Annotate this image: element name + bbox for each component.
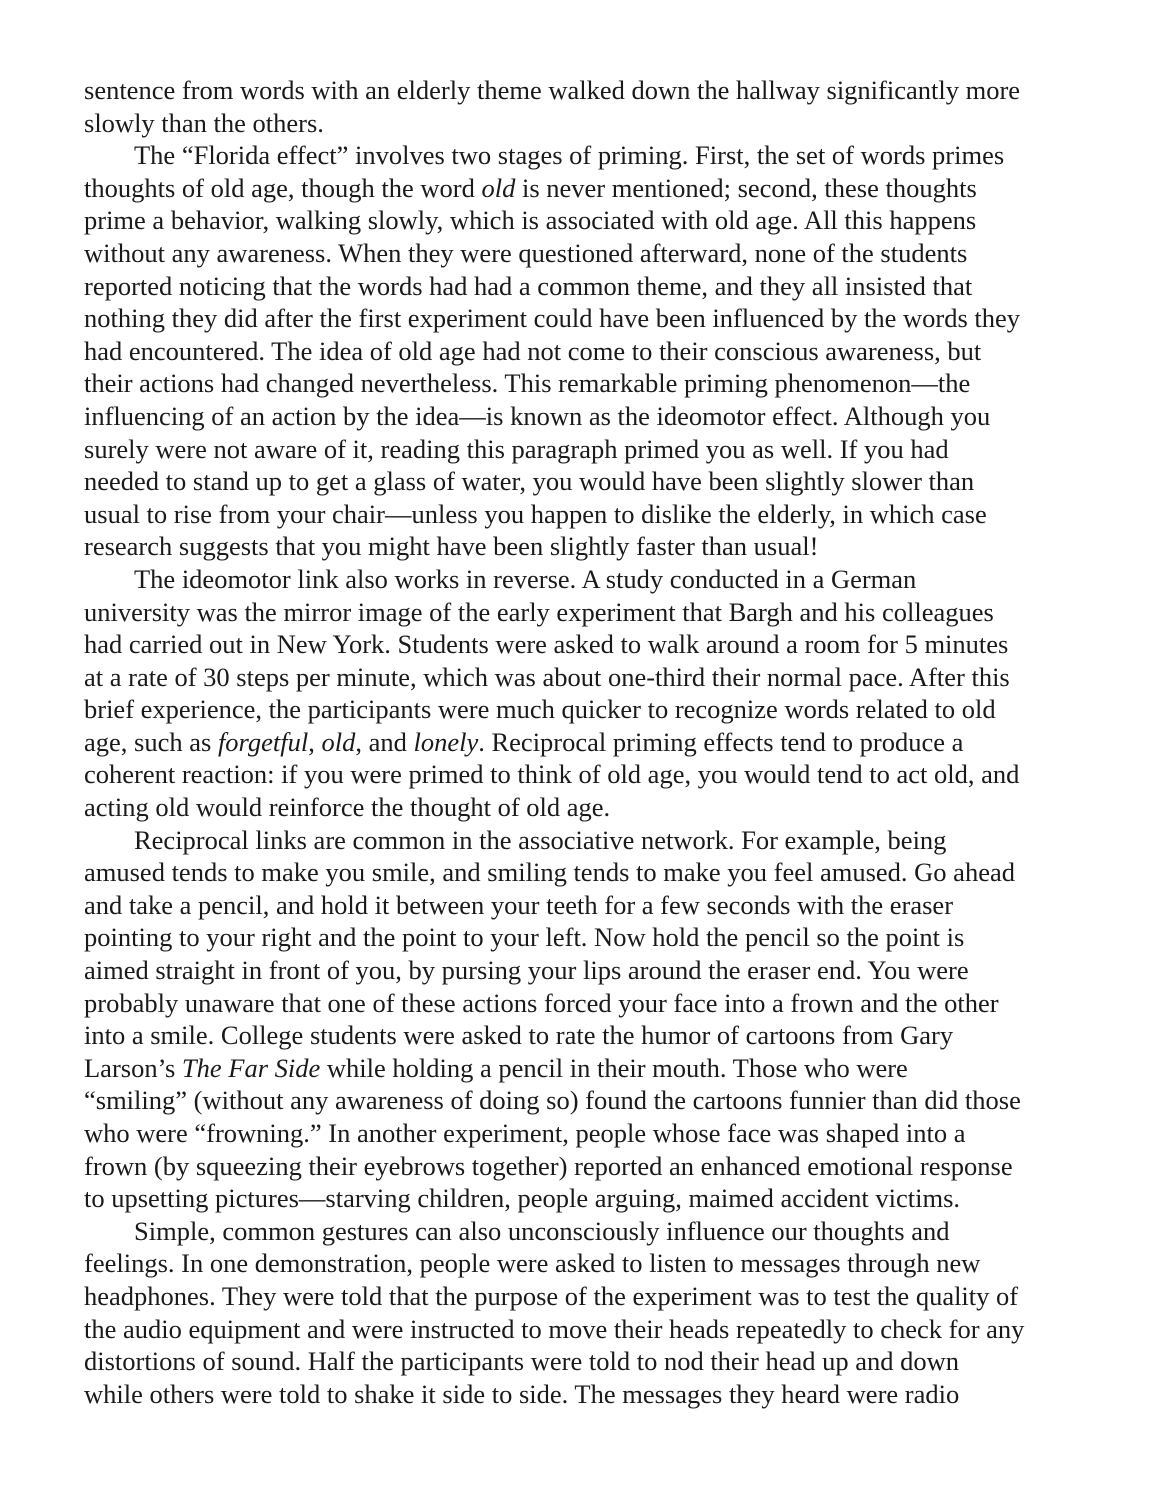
text-segment: . Reciprocal priming effects tend to produce a bbox=[478, 726, 964, 757]
text-line bbox=[84, 1019, 1084, 1052]
text-segment: sentence from words with an elderly theme walked down the hallway significantly more bbox=[84, 75, 1021, 105]
text-segment: pointing to your right and the point to your left. Now hold the pencil so the point is bbox=[84, 922, 965, 953]
text-segment: acting old would reinforce the thought of old age. bbox=[84, 792, 611, 823]
text-line bbox=[84, 628, 1084, 661]
text-segment: Larson’s bbox=[84, 1052, 182, 1083]
document-page bbox=[84, 74, 1084, 1410]
text-line bbox=[84, 335, 1084, 368]
text-line bbox=[84, 889, 1084, 922]
text-line bbox=[84, 791, 1084, 824]
text-line bbox=[84, 302, 1084, 335]
text-line bbox=[84, 433, 1084, 466]
text-segment: while others were told to shake it side to side. The messages they heard were radio bbox=[84, 1378, 960, 1409]
text-line bbox=[84, 465, 1084, 498]
text-segment: research suggests that you might have been slightly faster than usual! bbox=[84, 531, 819, 562]
text-line bbox=[84, 1378, 1084, 1411]
text-segment: coherent reaction: if you were primed to think of old age, you would tend to act old, and bbox=[84, 759, 1020, 790]
text-line bbox=[84, 596, 1084, 629]
text-segment: distortions of sound. Half the participants were told to nod their head up and down bbox=[84, 1346, 960, 1377]
text-segment: nothing they did after the first experiment could have been influenced by the words they bbox=[84, 303, 1021, 334]
text-segment: , bbox=[308, 726, 322, 757]
text-line bbox=[84, 530, 1084, 563]
text-line bbox=[84, 987, 1084, 1020]
text-line bbox=[84, 1247, 1084, 1280]
text-segment: age, such as bbox=[84, 726, 218, 757]
text-line bbox=[84, 400, 1084, 433]
italic-text: forgetful bbox=[217, 726, 309, 757]
text-line bbox=[84, 204, 1084, 237]
text-line bbox=[84, 726, 1084, 759]
text-segment: without any awareness. When they were questioned afterward, none of the students bbox=[84, 237, 968, 268]
text-line bbox=[84, 1117, 1084, 1150]
paragraph bbox=[84, 1215, 1084, 1411]
text-line bbox=[84, 1345, 1084, 1378]
text-line bbox=[84, 1084, 1084, 1117]
text-segment: , and bbox=[355, 726, 414, 757]
text-line bbox=[84, 139, 1084, 172]
text-segment: slowly than the others. bbox=[84, 107, 324, 138]
text-line bbox=[84, 172, 1084, 205]
text-segment: had carried out in New York. Students were asked to walk around a room for 5 minutes bbox=[84, 629, 1009, 660]
text-segment: “smiling” (without any awareness of doing so) found the cartoons funnier than did those bbox=[84, 1085, 1021, 1116]
text-segment: probably unaware that one of these actions forced your face into a frown and the other bbox=[84, 987, 999, 1018]
text-segment: Simple, common gestures can also unconsciously influence our thoughts and bbox=[134, 1215, 950, 1246]
text-segment: prime a behavior, walking slowly, which is associated with old age. All this happens bbox=[84, 205, 977, 236]
text-line bbox=[84, 921, 1084, 954]
text-segment: while holding a pencil in their mouth. Those who were bbox=[320, 1052, 908, 1083]
text-segment: usual to rise from your chair—unless you happen to dislike the elderly, in which case bbox=[84, 498, 987, 529]
text-line bbox=[84, 661, 1084, 694]
text-segment: needed to stand up to get a glass of water, you would have been slightly slower than bbox=[84, 466, 975, 497]
text-line bbox=[84, 74, 1084, 107]
text-line bbox=[84, 498, 1084, 531]
text-line bbox=[84, 107, 1084, 140]
text-segment: amused tends to make you smile, and smiling tends to make you feel amused. Go ahead bbox=[84, 857, 1015, 888]
text-segment: and take a pencil, and hold it between your teeth for a few seconds with the eraser bbox=[84, 889, 954, 920]
text-segment: thoughts of old age, though the word bbox=[84, 172, 482, 203]
text-line bbox=[84, 237, 1084, 270]
text-segment: influencing of an action by the idea—is known as the ideomotor effect. Although you bbox=[84, 400, 991, 431]
text-line bbox=[84, 270, 1084, 303]
paragraph bbox=[84, 824, 1084, 1215]
text-segment: had encountered. The idea of old age had not come to their conscious awareness, but bbox=[84, 335, 982, 366]
text-line bbox=[84, 367, 1084, 400]
text-line bbox=[84, 1182, 1084, 1215]
text-line bbox=[84, 563, 1084, 596]
text-segment: is never mentioned; second, these thoughts bbox=[515, 172, 977, 203]
italic-text: old bbox=[481, 172, 516, 203]
text-segment: into a smile. College students were asked to rate the humor of cartoons from Gary bbox=[84, 1020, 954, 1051]
italic-text: old bbox=[321, 726, 356, 757]
text-segment: at a rate of 30 steps per minute, which was about one-third their normal pace. After this bbox=[84, 661, 1010, 692]
text-line bbox=[84, 693, 1084, 726]
text-segment: the audio equipment and were instructed to move their heads repeatedly to check for any bbox=[84, 1313, 1025, 1344]
text-segment: reported noticing that the words had had a common theme, and they all insisted that bbox=[84, 270, 973, 301]
text-line bbox=[84, 1313, 1084, 1346]
italic-text: The Far Side bbox=[181, 1052, 321, 1083]
text-segment: frown (by squeezing their eyebrows together) reported an enhanced emotional response bbox=[84, 1150, 1013, 1181]
text-line bbox=[84, 758, 1084, 791]
text-segment: The ideomotor link also works in reverse. A study conducted in a German bbox=[134, 563, 917, 594]
text-segment: feelings. In one demonstration, people were asked to listen to messages through new bbox=[84, 1248, 981, 1279]
text-segment: Reciprocal links are common in the associative network. For example, being bbox=[134, 824, 947, 855]
italic-text: lonely bbox=[413, 726, 479, 757]
text-segment: The “Florida effect” involves two stages of priming. First, the set of words primes bbox=[134, 140, 1005, 171]
text-segment: university was the mirror image of the early experiment that Bargh and his colleagues bbox=[84, 596, 994, 627]
text-line bbox=[84, 954, 1084, 987]
text-segment: surely were not aware of it, reading this paragraph primed you as well. If you had bbox=[84, 433, 949, 464]
paragraph bbox=[84, 139, 1084, 563]
text-line bbox=[84, 1215, 1084, 1248]
text-line bbox=[84, 1052, 1084, 1085]
text-line bbox=[84, 1280, 1084, 1313]
text-line bbox=[84, 824, 1084, 857]
text-segment: headphones. They were told that the purpose of the experiment was to test the quality of bbox=[84, 1280, 1019, 1311]
text-segment: brief experience, the participants were much quicker to recognize words related to old bbox=[84, 694, 996, 725]
text-segment: aimed straight in front of you, by pursing your lips around the eraser end. You were bbox=[84, 955, 969, 986]
text-line bbox=[84, 856, 1084, 889]
paragraph bbox=[84, 563, 1084, 824]
text-segment: their actions had changed nevertheless. This remarkable priming phenomenon—the bbox=[84, 368, 971, 399]
paragraph bbox=[84, 74, 1084, 139]
text-segment: who were “frowning.” In another experiment, people whose face was shaped into a bbox=[84, 1118, 966, 1148]
text-segment: to upsetting pictures—starving children, people arguing, maimed accident victims. bbox=[84, 1183, 961, 1214]
text-line bbox=[84, 1150, 1084, 1183]
